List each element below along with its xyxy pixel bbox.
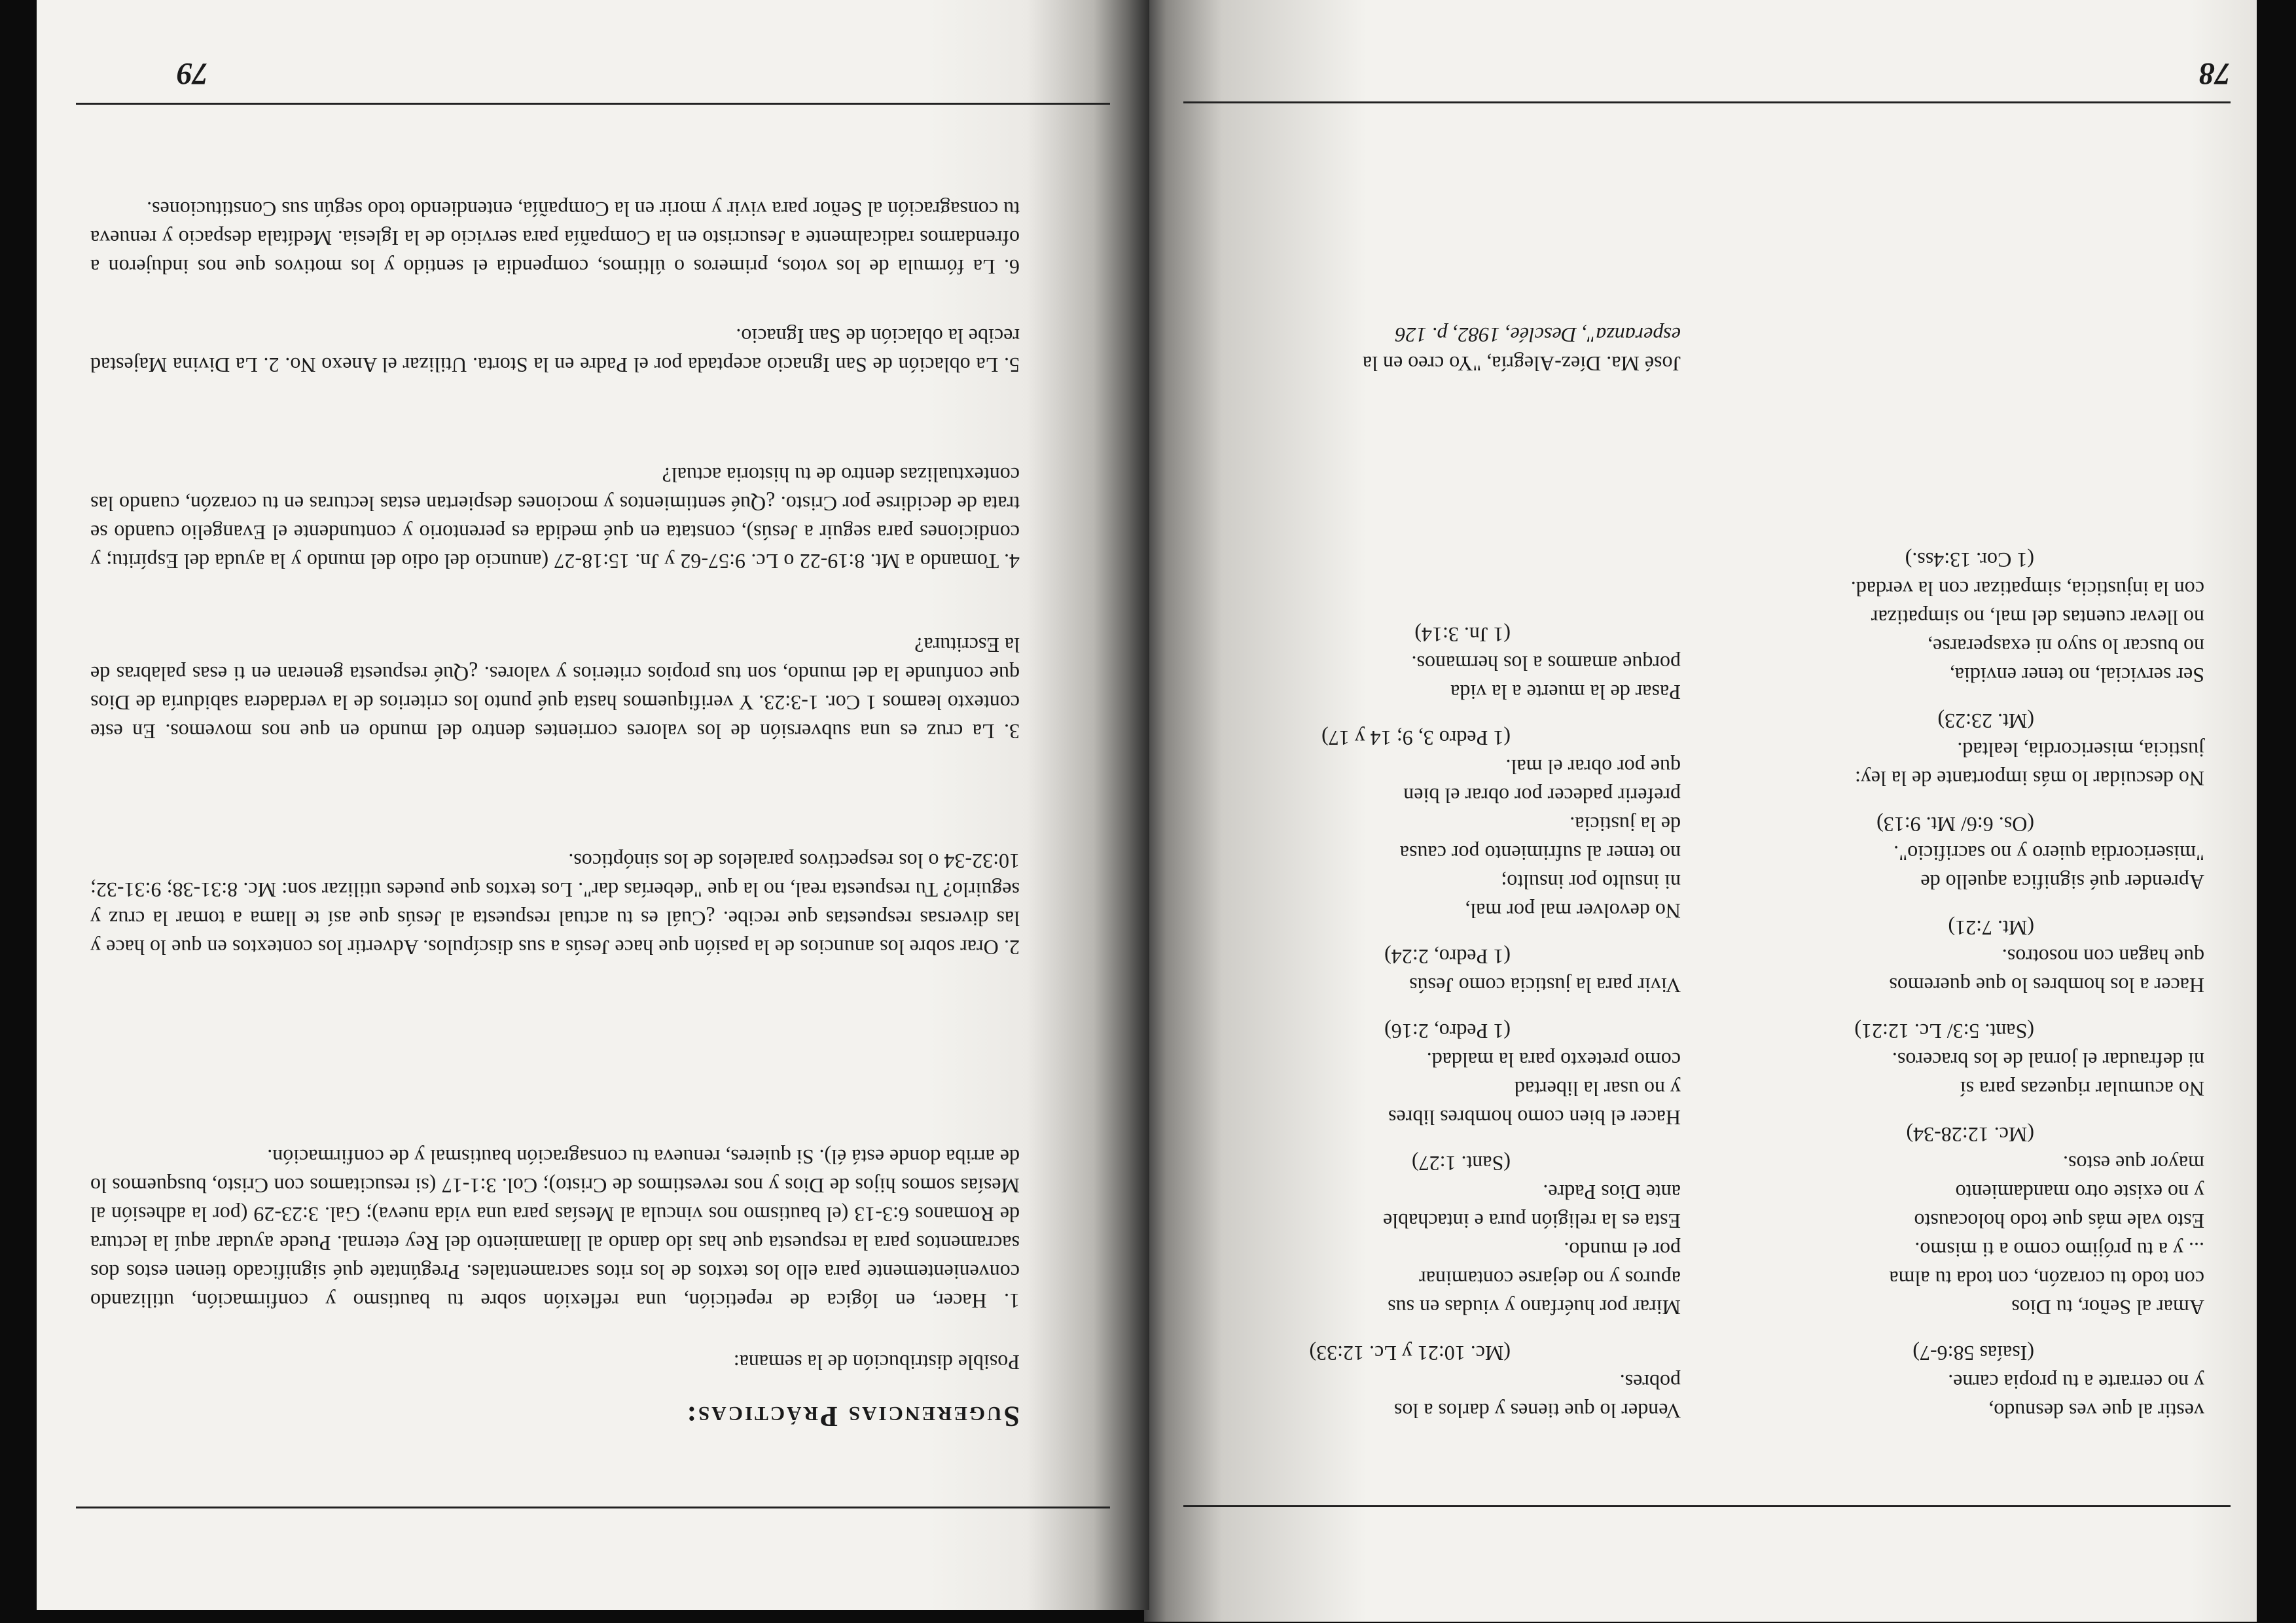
verse-stanza — [1183, 1149, 1681, 1322]
quote-line: esperanza", Desclée, 1982, p. 126 — [1395, 323, 1681, 347]
verse-line: y no existe otro mandamiento — [1955, 1181, 2204, 1204]
verse-line: ni insulto por insulto; — [1501, 870, 1681, 894]
verse-stanza — [1707, 1017, 2204, 1103]
verse-stanza — [1707, 914, 2204, 1000]
verse-line: ante Dios Padre. — [1543, 1181, 1681, 1204]
verse-line: que hagan con nosotros. — [2001, 945, 2204, 969]
verse-stanza — [1183, 724, 1681, 925]
verse-line: No descuidar lo más importante de la ley: — [1854, 767, 2204, 791]
verse-line: no buscar lo suyo ni exasperarse, — [1928, 635, 2204, 658]
verse-line: apuros y no dejarse contaminar — [1419, 1267, 1681, 1291]
verse-line: Hacer a los hombres lo que queremos — [1889, 974, 2204, 997]
quote-line: José Ma. Díez-Alegría, "Yo creo en la — [1362, 352, 1681, 376]
verse-column-1 — [1707, 529, 2204, 1425]
verse-line: No devolver mal por mal, — [1465, 899, 1681, 923]
page-number-78: 78 — [2199, 56, 2231, 91]
verse-line: Hacer el bien como hombres libres — [1388, 1106, 1681, 1130]
verse-line: "misericordia quiero y no sacrificio". — [1893, 842, 2204, 865]
verse-stanza — [1707, 1120, 2204, 1322]
bottom-rule — [76, 103, 1110, 105]
suggestion-paragraph: 6. La fórmula de los votos, primeros o últimos, compendia el sentido y los motivos que nos indujeron a ofrendarnos radicalmente a Jesucristo en la Compañía para servicio de la Iglesia. Medítala despacio y renueva tu consagración al Señor para vivir y morir en la Compañía, entendiendo todo según sus Constituciones. — [90, 198, 1020, 279]
verse-column-2 — [1183, 603, 1681, 1425]
scripture-reference: (Sant. 5:3/ Lc. 12:21) — [1854, 1020, 2034, 1043]
verse-line: Amar al Señor, tu Dios — [2011, 1296, 2204, 1319]
verse-line: Pasar de la muerte a la vida — [1450, 681, 1681, 704]
verse-line: no llevar cuentas del mal, no simpatizar — [1871, 606, 2204, 630]
verse-stanza — [1707, 1339, 2204, 1425]
verse-stanza — [1707, 707, 2204, 793]
page-number-79: 79 — [177, 56, 208, 91]
bottom-rule — [1183, 101, 2231, 103]
verse-line: y no usar la libertad — [1514, 1077, 1681, 1101]
suggestion-paragraph: 3. La cruz es una subversión de los valores corrientes dentro del mundo en que nos movemos. En este contexto leamos 1 Cor. 1-3:23. Y verifiquemos hasta qué punto los criterios de la verdadera sabiduría de Dios que confunde la del mundo, son tus propios criterios y valores. ¿Qué respuesta generan en ti esas palabras de la Escritura? — [90, 633, 1020, 743]
verse-line: mayor que estos. — [2063, 1152, 2204, 1175]
suggestion-paragraph: 2. Orar sobre los anuncios de la pasión que hace Jesús a sus discípulos. Advertir los contextos en que lo hace y las diversas respuestas que recibe. ¿Cuál es tu actual respuesta al Jesús que así te llama a tomar la cruz y seguirlo? Tu respuesta real, no la que "deberías dar". Los textos que puedes utilizar son: Mc. 8:31-38; 9:31-32; 10:32-34 o los respectivos paralelos de los sinópticos. — [90, 849, 1020, 959]
scripture-reference: (Sant. 1:27) — [1411, 1152, 1511, 1175]
scripture-reference: (1 Pedro, 2:16) — [1384, 1020, 1511, 1043]
suggestion-paragraph: 5. La oblación de San Ignacio aceptada por el Padre en la Storta. Utilizar el Anexo No. 2. La Divina Majestad recibe la oblación de San Ignacio. — [90, 325, 1020, 377]
verse-line: Ser servicial, no tener envidia, — [1949, 664, 2204, 687]
verse-stanza — [1707, 546, 2204, 690]
verse-line: que por obrar el mal. — [1505, 755, 1681, 779]
verse-line: con todo tu corazón, con toda tu alma — [1889, 1267, 2204, 1291]
verse-line: como pretexto para la maldad. — [1426, 1048, 1681, 1072]
section-heading: Sugerencias Prácticas: — [685, 1400, 1020, 1433]
verse-line: de la justicia. — [1570, 813, 1681, 836]
verse-line: Mirar por huérfano y viudas en sus — [1388, 1296, 1681, 1319]
page-78 — [1144, 0, 2257, 1622]
verse-line: No acumular riquezas para sí — [1960, 1077, 2204, 1101]
verse-stanza — [1183, 620, 1681, 707]
verse-line: ... y a tu prójimo como a ti mismo. — [1914, 1238, 2204, 1262]
verse-stanza — [1707, 810, 2204, 897]
verse-line: justicia, misericordia, lealtad. — [1957, 738, 2204, 762]
verse-stanza — [1183, 1339, 1681, 1425]
verse-stanza — [1183, 942, 1681, 1000]
verse-line: vestir al que ves desnudo, — [1988, 1399, 2204, 1423]
scripture-reference: (Isaías 58:6-7) — [1912, 1342, 2034, 1365]
verse-line: no temer al sufrimiento por causa — [1399, 842, 1681, 865]
verse-line: Aprender qué significa aquello de — [1920, 870, 2204, 894]
verse-line: por el mundo. — [1564, 1238, 1681, 1262]
verse-line: Esto vale más que todo holocausto — [1914, 1209, 2204, 1233]
citation-quote — [1363, 321, 1681, 378]
verse-line: Vivir para la justicia como Jesús — [1409, 974, 1681, 997]
top-rule — [76, 1507, 1110, 1508]
scripture-reference: (Mt. 7:21) — [1948, 916, 2034, 940]
verse-line: ni defraudar el jornal de los braceros. — [1892, 1048, 2204, 1072]
verse-line: porque amamos a los hermanos. — [1411, 652, 1681, 675]
scripture-reference: (Os. 6:6/ Mt. 9:13) — [1876, 813, 2034, 836]
verse-line: Vender lo que tienes y darlos a los — [1393, 1399, 1681, 1423]
section-subheading: Posible distribución de la semana: — [733, 1351, 1020, 1374]
verse-stanza — [1183, 1017, 1681, 1132]
verse-line: pobres. — [1619, 1370, 1681, 1394]
verse-line: y no cerrarte a tu propia carne. — [1948, 1370, 2204, 1394]
scripture-reference: (Mc. 10:21 y Lc. 12:33) — [1309, 1342, 1511, 1365]
top-rule — [1183, 1505, 2231, 1507]
verse-line: Esta es la religión pura e intachable — [1383, 1209, 1681, 1233]
scripture-reference: (1 Jn. 3:14) — [1414, 623, 1511, 647]
verse-line: con la injusticia, simpatizar con la verdad. — [1850, 577, 2204, 601]
scripture-reference: (Mc. 12:28-34) — [1906, 1123, 2034, 1147]
scripture-reference: (1 Cor. 13:4ss.) — [1905, 548, 2034, 572]
scripture-reference: (1 Pedro 3, 9; 14 y 17) — [1321, 726, 1511, 750]
verse-line: preferir padecer por obrar el bien — [1403, 784, 1681, 808]
scripture-reference: (1 Pedro, 2:24) — [1384, 945, 1511, 969]
suggestion-paragraph: 1. Hacer, en lógica de repetición, una reflexión sobre tu bautismo y confirmación, utilizando convenientemente para ello los textos de los ritos sacramentales. Pregúntate qué significado tienen estos dos sacramentos para la respuesta que has ido dando al llamamiento del Rey eternal. Puede ayudar aquí la lectura de Romanos 6:3-13 (el bautismo nos vincula al Mesías para una vida nueva); Gal. 3:23-29 (por la adhesión al Mesías somos hijos de Dios y nos revestimos de Cristo); Col. 3:1-17 (si resucitamos con Cristo, busquemos lo de arriba donde está él). Si quieres, renueva tu consagración bautismal y de confirmación. — [90, 1145, 1020, 1313]
scripture-reference: (Mt. 23:23) — [1937, 709, 2034, 733]
suggestion-paragraph: 4. Tomando a Mt. 8:19-22 o Lc. 9:57-62 y Jn. 15:18-27 (anuncio del odio del mundo y la ayuda del Espíritu; y condiciones para seguir a Jesús), constata en qué medida es perentorio y contundente el Evangelio cuando se trata de decidirse por Cristo. ¿Qué sentimientos y mociones despiertan estas lecturas en tu corazón, cuando las contextualizas dentro de tu historia actual? — [90, 463, 1020, 573]
